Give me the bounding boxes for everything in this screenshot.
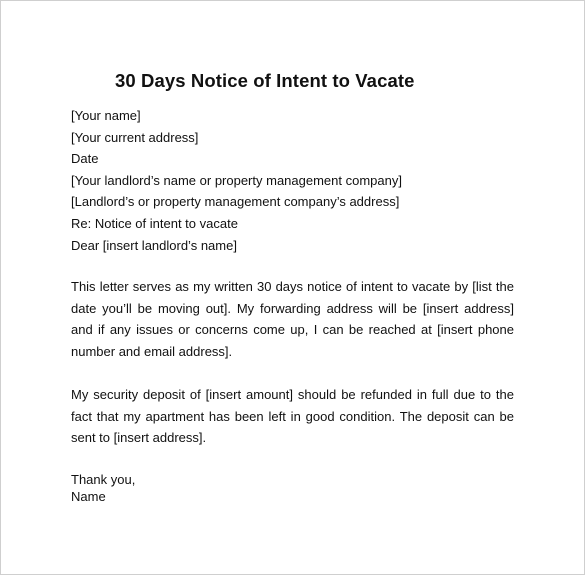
closing-line: Thank you, xyxy=(71,472,136,487)
sender-name-line: [Your name] xyxy=(71,108,141,123)
signature-line: Name xyxy=(71,489,106,504)
document-title: 30 Days Notice of Intent to Vacate xyxy=(115,70,415,91)
salutation-line: Dear [insert landlord’s name] xyxy=(71,237,237,253)
date-line: Date xyxy=(71,151,99,167)
letter-header xyxy=(71,105,402,256)
landlord-address-line: [Landlord’s or property management company’s address] xyxy=(71,194,400,210)
letter-closing xyxy=(71,471,135,505)
sender-address-line: [Your current address] xyxy=(71,129,199,145)
subject-line: Re: Notice of intent to vacate xyxy=(71,215,238,231)
landlord-name-line: [Your landlord’s name or property management company] xyxy=(71,172,402,188)
body-paragraph-notice: This letter serves as my written 30 days notice of intent to vacate by [list the date you’ll be moving out]. My forwarding address will be [insert address] and if any issues or concerns come up, I can be reached at [insert phone number and email address]. xyxy=(71,279,514,359)
body-paragraph-deposit: My security deposit of [insert amount] should be refunded in full due to the fact that my apartment has been left in good condition. The deposit can be sent to [insert address]. xyxy=(71,387,514,446)
